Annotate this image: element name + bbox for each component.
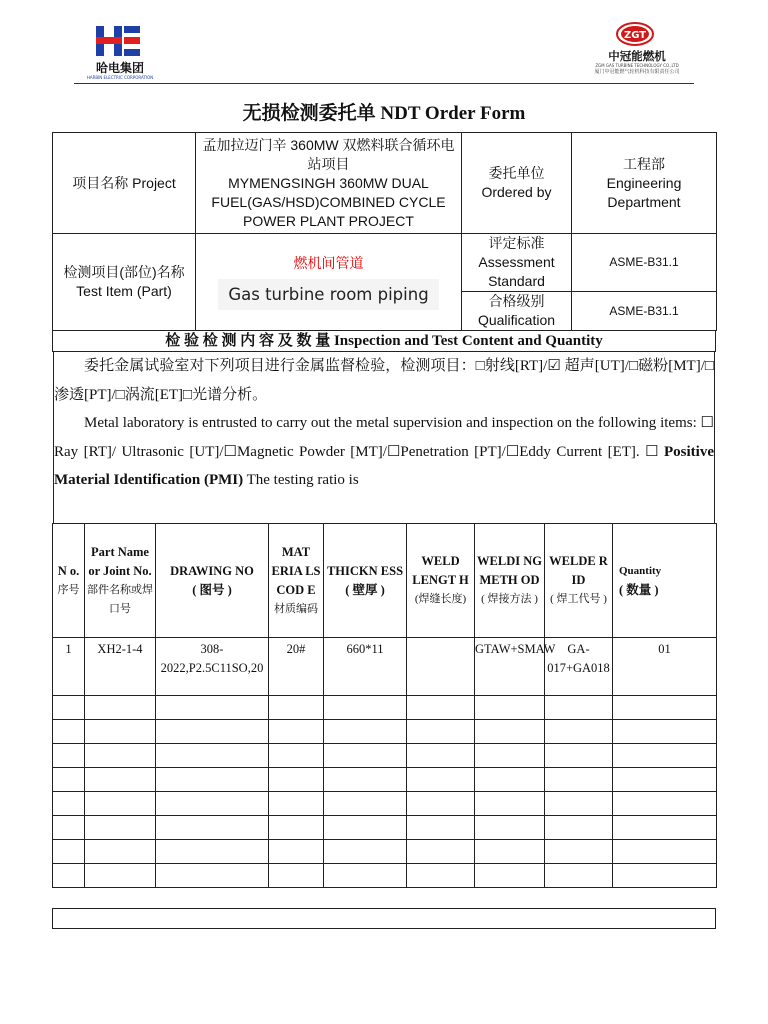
header-drawing-no	[156, 524, 269, 638]
header-welding-method-cn: ( 焊接方法 )	[481, 593, 538, 605]
assessment-label-cn: 评定标准	[488, 235, 545, 251]
header-drawing-no-en: DRAWING NO	[170, 563, 254, 578]
inspection-section-heading	[52, 330, 716, 352]
header-welder-id	[545, 524, 613, 638]
test-item-label-cn: 检测项目(部位)名称	[63, 264, 185, 280]
header-weld-length	[407, 524, 475, 638]
empty-row	[53, 696, 717, 720]
ordered-by-value	[572, 133, 717, 234]
header-materials-code-en: MAT ERIA LS COD E	[271, 544, 321, 597]
header-no-en: N o.	[57, 563, 80, 578]
header-quantity	[613, 524, 717, 638]
assessment-label	[462, 234, 572, 292]
zgt-logo	[582, 20, 692, 78]
project-value-en: MYMENGSINGH 360MW DUAL FUEL(GAS/HSD)COMBINED CYCLE POWER PLANT PROJECT	[211, 174, 446, 229]
ordered-by-value-en: Engineering Department	[606, 174, 682, 210]
empty-row	[53, 720, 717, 744]
header-thickness	[324, 524, 407, 638]
cell-weld-length	[407, 638, 475, 696]
qualification-label-en: Qualification	[477, 312, 556, 328]
section-heading-cn: 检 验 检 测 内 容 及 数 量	[165, 333, 331, 349]
header-materials-code-cn: 材质编码	[274, 602, 318, 615]
description-en-pmi: Positive Material Identification (PMI)	[54, 443, 714, 488]
empty-row	[53, 840, 717, 864]
empty-row	[53, 792, 717, 816]
cell-welding-method: GTAW+SMAW	[475, 638, 545, 696]
right-logo-text: 中冠能燃机	[608, 49, 666, 63]
test-item-value	[196, 234, 462, 331]
empty-row	[53, 744, 717, 768]
project-value-cn: 孟加拉迈门辛 360MW 双燃料联合循环电站项目	[202, 136, 455, 172]
test-item-value-cn: 燃机间管道	[293, 255, 364, 271]
header-part-name-en: Part Name or Joint No.	[88, 544, 152, 578]
project-value	[196, 133, 462, 234]
table-row	[53, 638, 717, 696]
project-label: 项目名称 Project	[53, 133, 196, 234]
cell-materials-code: 20#	[269, 638, 324, 696]
header-no-cn: 序号	[57, 583, 80, 596]
cell-no: 1	[53, 638, 85, 696]
assessment-label-en: Assessment Standard	[478, 254, 555, 289]
test-item-label	[53, 234, 196, 331]
description-cn: 委托金属试验室对下列项目进行金属监督检验，检测项目：□射线[RT]/☑ 超声[UT]/□磁粉[MT]/□渗透[PT]/□涡流[ET]□光谱分析。	[54, 358, 714, 403]
header-welding-method-en: WELDI NG METH OD	[477, 554, 542, 587]
ordered-by-label: 委托单位 Ordered by	[462, 133, 572, 234]
header-divider	[74, 83, 694, 84]
empty-row	[53, 768, 717, 792]
cell-drawing-no: 308-2022,P2.5C11SO,20	[156, 638, 269, 696]
empty-row	[53, 816, 717, 840]
left-logo-subtext: HARBIN ELECTRIC CORPORATION	[86, 75, 154, 80]
assessment-value: ASME-B31.1	[572, 234, 717, 292]
qualification-value: ASME-B31.1	[572, 292, 717, 331]
header-quantity-cn: ( 数量 )	[619, 582, 659, 597]
ordered-by-value-cn: 工程部	[623, 155, 665, 172]
inspection-description	[53, 352, 715, 524]
empty-row	[53, 864, 717, 888]
qualification-label	[462, 292, 572, 331]
description-en	[54, 409, 714, 495]
description-en-part2: The testing ratio is	[246, 472, 359, 488]
header-welding-method	[475, 524, 545, 638]
cell-thickness: 660*11	[324, 638, 407, 696]
section-heading-en: Inspection and Test Content and Quantity	[333, 333, 603, 349]
weld-inspection-table	[52, 523, 717, 888]
header-part-name-cn: 部件名称或焊口号	[87, 583, 153, 615]
info-table	[52, 132, 717, 331]
cell-welder-id: GA-017+GA018	[545, 638, 613, 696]
header-weld-length-cn: (焊缝长度)	[414, 593, 467, 605]
page-title: 无损检测委托单 NDT Order Form	[242, 103, 526, 124]
harbin-electric-logo	[84, 24, 156, 80]
header-materials-code	[269, 524, 324, 638]
right-logo-subtext-en: ZGM GAS TURBINE TECHNOLOGY CO.,LTD	[595, 63, 679, 68]
qualification-label-cn: 合格级别	[488, 293, 545, 309]
right-logo-subtext-cn: 厦门中冠能燃气轮机科技有限责任公司	[594, 69, 680, 75]
header-part-name	[85, 524, 156, 638]
header-quantity-en: Quantity	[619, 564, 662, 577]
zgt-badge-text: ZGT	[623, 30, 647, 41]
test-item-value-en: Gas turbine room piping	[218, 279, 438, 310]
description-en-part1: Metal laboratory is entrusted to carry out the metal supervision and inspection on the following items: ☐ Ray [RT]/ Ultrasonic [UT]/☐Magnetic Powder [MT]/☐Penetration [PT]/☐Eddy Current [ET]. ☐	[54, 415, 714, 460]
header-drawing-no-cn: ( 图号 )	[192, 582, 232, 597]
header-weld-length-en: WELD LENGT H	[412, 554, 469, 587]
header-thickness-cn: ( 壁厚 )	[345, 582, 385, 597]
header-welder-id-cn: ( 焊工代号 )	[550, 593, 607, 605]
cell-quantity: 01	[613, 638, 717, 696]
test-item-label-en: Test Item (Part)	[76, 283, 172, 299]
header-thickness-en: THICKN ESS	[326, 563, 404, 578]
table-footer-row	[52, 908, 716, 929]
header-no	[53, 524, 85, 638]
left-logo-text: 哈电集团	[95, 61, 144, 75]
cell-part-name: XH2-1-4	[85, 638, 156, 696]
header-welder-id-en: WELDE R ID	[549, 554, 608, 587]
